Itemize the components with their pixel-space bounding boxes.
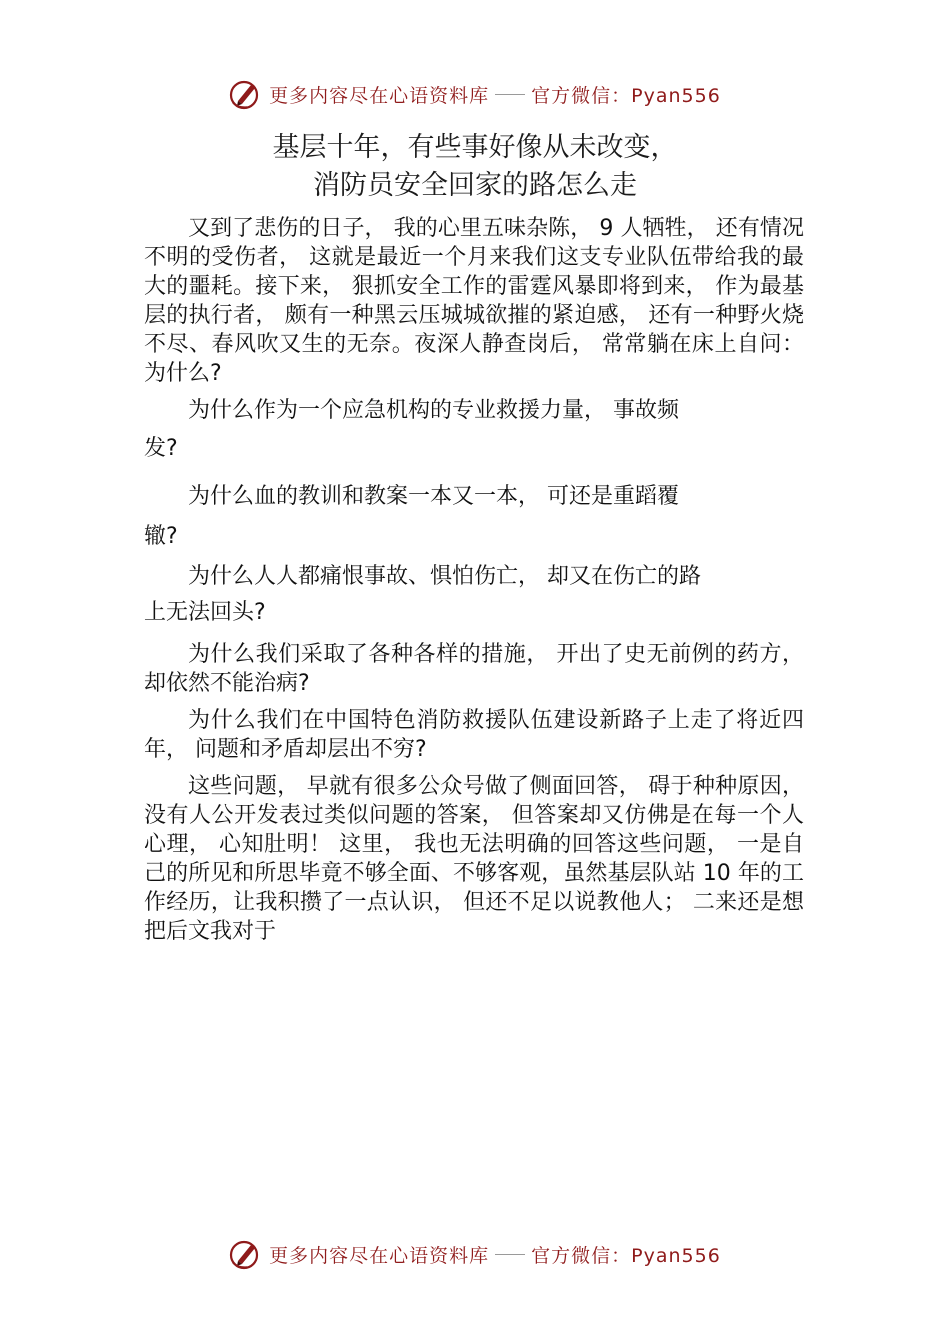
banner-divider — [495, 94, 525, 95]
banner-contact-text: 官方微信：Pyan556 — [531, 84, 721, 107]
question-3-line-1: 为什么人人都痛恨事故、惧怕伤亡， 却又在伤亡的路 — [188, 564, 701, 589]
question-5: 为什么我们在中国特色消防救援队伍建设新路子上走了将近四年， 问题和矛盾却层出不穷? — [144, 708, 804, 762]
question-2-line-2: 辙? — [144, 524, 178, 549]
document-title-line-2: 消防员安全回家的路怎么走 — [313, 170, 637, 201]
banner-site-text: 更多内容尽在心语资料库 — [269, 1244, 490, 1267]
banner-site-text: 更多内容尽在心语资料库 — [269, 84, 490, 107]
question-4: 为什么我们采取了各种各样的措施， 开出了史无前例的药方， 却依然不能治病? — [144, 642, 804, 696]
header-banner — [0, 72, 950, 116]
pen-logo-icon — [229, 1237, 263, 1271]
pen-logo-icon — [229, 77, 263, 111]
banner-divider — [495, 1254, 525, 1255]
question-1-line-1: 为什么作为一个应急机构的专业救援力量， 事故频 — [188, 398, 679, 423]
question-1-line-2: 发? — [144, 436, 178, 461]
question-3-line-2: 上无法回头? — [144, 600, 266, 625]
paragraph-closing: 这些问题， 早就有很多公众号做了侧面回答， 碍于种种原因， 没有人公开发表过类似问题的答案， 但答案却又仿佛是在每一个人心理， 心知肚明！ 这里， 我也无法明确的回答这些问题， 一是自己的所见和所思毕竟不够全面、不够客观，虽然基层队站 10 年的工作经历，让我积攒了一点认识， 但还不足以说教他人； 二来还是想把后文我对于 — [144, 774, 804, 944]
document-title-line-1: 基层十年，有些事好像从未改变， — [272, 132, 678, 163]
banner-contact-text: 官方微信：Pyan556 — [531, 1244, 721, 1267]
footer-banner — [0, 1232, 950, 1276]
paragraph-intro: 又到了悲伤的日子， 我的心里五味杂陈， 9 人牺牲， 还有情况不明的受伤者， 这就是最近一个月来我们这支专业队伍带给我的最大的噩耗。接下来， 狠抓安全工作的雷霆风暴即将到来， 作为最基层的执行者， 颇有一种黑云压城城欲摧的紧迫感， 还有一种野火烧不尽、春风吹又生的无奈。夜深人静查岗后， 常常躺在床上自问： 为什么? — [144, 216, 804, 386]
question-2-line-1: 为什么血的教训和教案一本又一本， 可还是重蹈覆 — [188, 484, 679, 509]
